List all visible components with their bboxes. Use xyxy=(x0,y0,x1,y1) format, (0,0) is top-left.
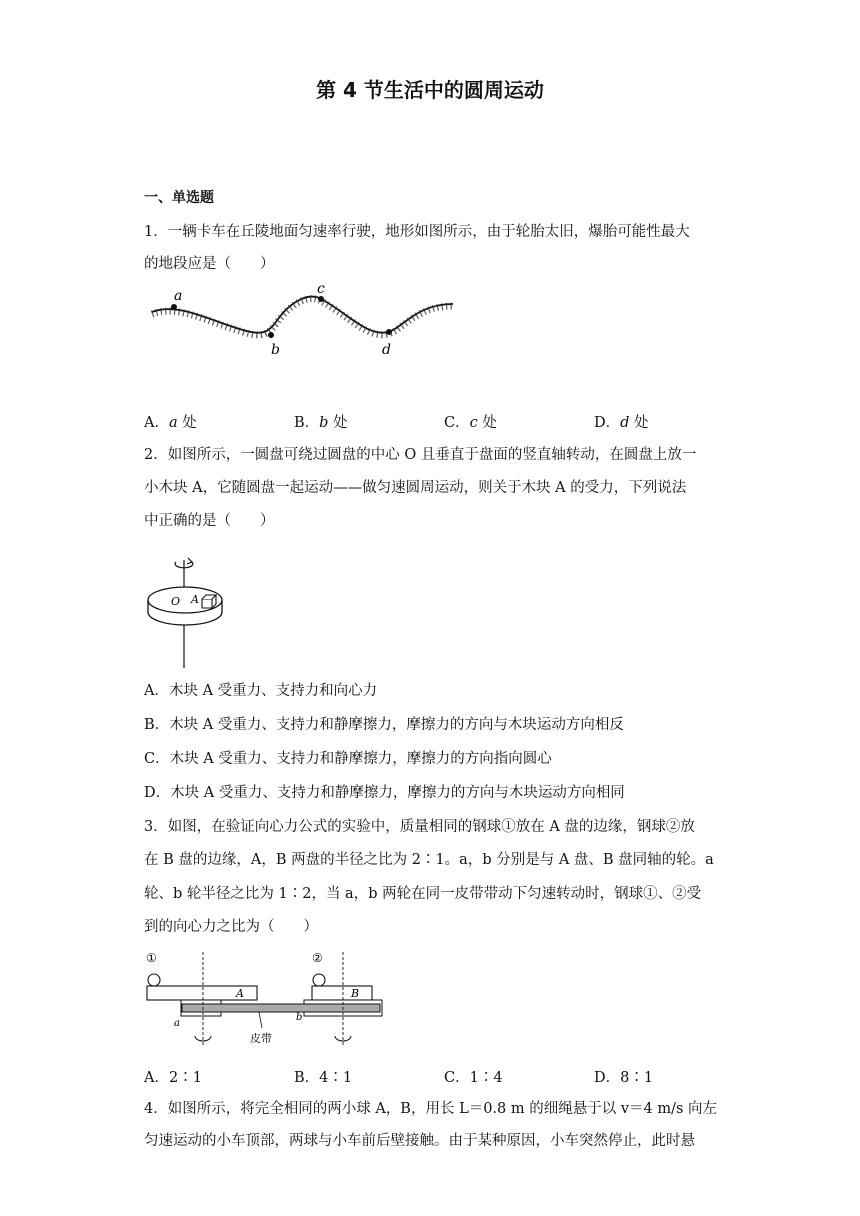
q1-text-line-1: 1．一辆卡车在丘陵地面匀速率行驶，地形如图所示，由于轮胎太旧，爆胎可能性最大 xyxy=(144,224,690,240)
page-title: 第 4 节生活中的圆周运动 xyxy=(316,78,544,102)
q2-text-line-2: 小木块 A，它随圆盘一起运动——做匀速圆周运动，则关于木块 A 的受力，下列说法 xyxy=(144,480,687,496)
q3-option-c: C．1∶4 xyxy=(444,1070,503,1086)
q4-text-line-2: 匀速运动的小车顶部，两球与小车前后壁接触。由于某种原因，小车突然停止，此时悬 xyxy=(144,1133,695,1149)
q1-option-d: D．d 处 xyxy=(594,415,649,431)
q2-option-c: C．木块 A 受重力、支持力和静摩擦力，摩擦力的方向指向圆心 xyxy=(144,751,552,767)
q3-text-line-1: 3．如图，在验证向心力公式的实验中，质量相同的钢球①放在 A 盘的边缘，钢球②放 xyxy=(144,819,695,835)
label-wheel-a: a xyxy=(174,1018,180,1029)
q3-text-line-3: 轮、b 轮半径之比为 1∶2，当 a，b 两轮在同一皮带带动下匀速转动时，钢球①、②受 xyxy=(144,886,702,902)
point-d-marker xyxy=(386,329,392,335)
point-b-marker xyxy=(268,332,274,338)
label-b: b xyxy=(271,342,280,358)
q1-option-c: C．c 处 xyxy=(444,415,497,431)
rotating-disc-figure xyxy=(144,540,234,670)
q2-option-b: B．木块 A 受重力、支持力和静摩擦力，摩擦力的方向与木块运动方向相反 xyxy=(144,717,624,733)
q1-option-b: B．b 处 xyxy=(294,415,348,431)
centripetal-force-apparatus-figure xyxy=(144,948,389,1050)
q2-text-line-1: 2．如图所示，一圆盘可绕过圆盘的中心 O 且垂直于盘面的竖直轴转动，在圆盘上放一 xyxy=(144,447,697,463)
q1-option-a: A．a 处 xyxy=(144,415,197,431)
q3-option-a: A．2∶1 xyxy=(144,1070,202,1086)
label-ball-2: ② xyxy=(312,951,323,965)
label-d: d xyxy=(382,342,391,358)
q3-text-line-4: 到的向心力之比为（ ） xyxy=(144,919,318,935)
label-disc-a: A xyxy=(236,987,244,1000)
q3-option-d: D．8∶1 xyxy=(594,1070,654,1086)
steel-ball-2 xyxy=(313,974,325,986)
label-belt: 皮带 xyxy=(250,1032,272,1045)
q4-text-line-1: 4．如图所示，将完全相同的两小球 A，B，用长 L＝0.8 m 的细绳悬于以 v＝4 m/s 向左 xyxy=(144,1101,718,1117)
q1-text-line-2: 的地段应是（ ） xyxy=(144,256,275,272)
point-a-marker xyxy=(171,304,177,310)
q2-text-line-3: 中正确的是（ ） xyxy=(144,513,275,529)
label-o: O xyxy=(171,595,181,608)
disc-b xyxy=(312,986,372,1000)
section-heading: 一、单选题 xyxy=(144,190,214,206)
steel-ball-1 xyxy=(148,974,160,986)
label-wheel-b: b xyxy=(296,1012,303,1023)
label-a: a xyxy=(174,288,183,304)
hill-terrain-figure xyxy=(148,282,458,360)
q2-option-d: D．木块 A 受重力、支持力和静摩擦力，摩擦力的方向与木块运动方向相同 xyxy=(144,785,625,801)
belt xyxy=(182,1004,380,1012)
q3-option-b: B．4∶1 xyxy=(294,1070,353,1086)
q2-option-a: A．木块 A 受重力、支持力和向心力 xyxy=(144,683,378,699)
label-block-a: A xyxy=(191,593,199,606)
label-ball-1: ① xyxy=(146,951,157,965)
label-c: c xyxy=(317,282,325,297)
label-disc-b: B xyxy=(351,987,360,1000)
q3-text-line-2: 在 B 盘的边缘，A，B 两盘的半径之比为 2∶1。a，b 分别是与 A 盘、B 盘同轴的轮。a xyxy=(144,852,714,868)
